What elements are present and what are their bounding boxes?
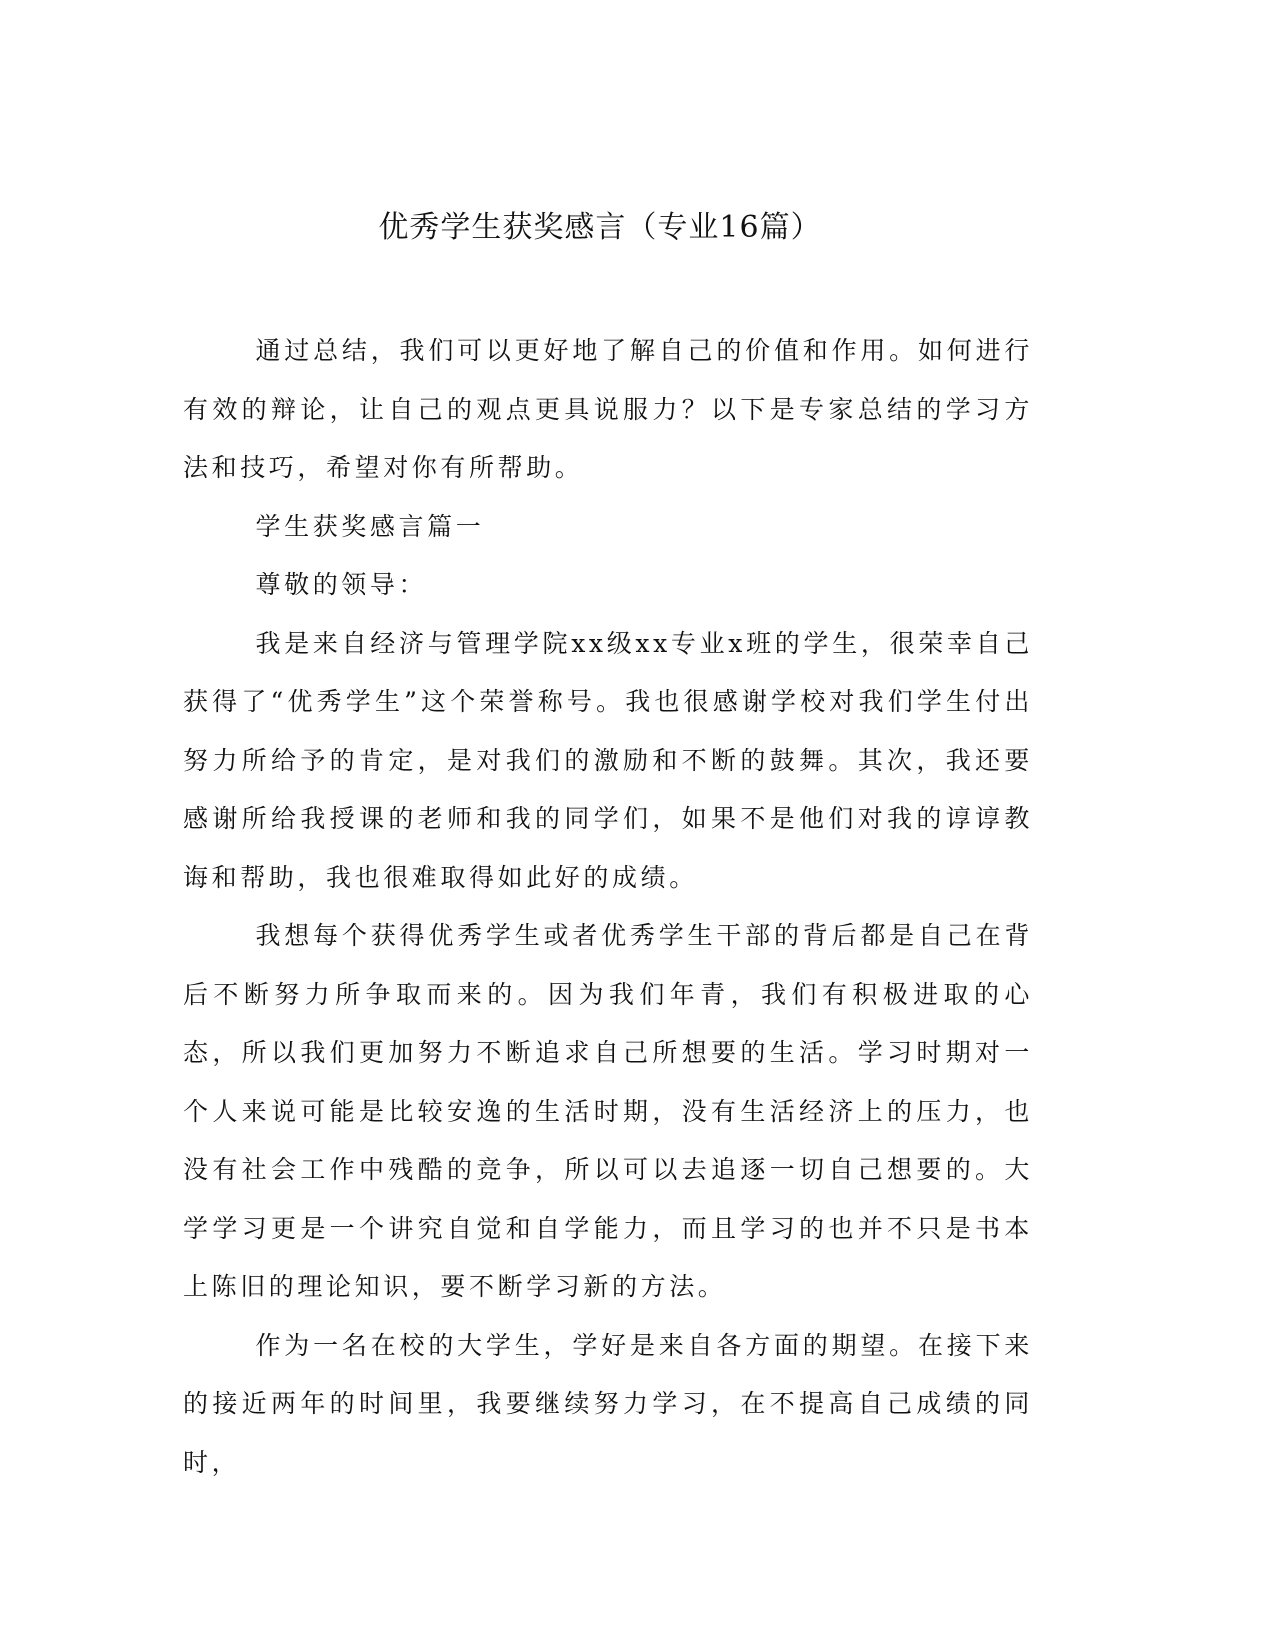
document-title: 优秀学生获奖感言（专业16篇） [378,210,822,245]
body-paragraph: 我想每个获得优秀学生或者优秀学生干部的背后都是自己在背后不断努力所争取而来的。因为我们年青，我们有积极进取的心态，所以我们更加努力不断追求自己所想要的生活。学习时期对一个人来说可能是比较安逸的生活时期，没有生活经济上的压力，也没有社会工作中残酷的竞争，所以可以去追逐一切自己想要的。大学学习更是一个讲究自觉和自学能力，而且学习的也并不只是书本上陈旧的理论知识，要不断学习新的方法。 [183,921,1033,1301]
salutation: 尊敬的领导： [255,570,428,599]
section-heading: 学生获奖感言篇一 [255,511,485,541]
body-paragraph: 作为一名在校的大学生，学好是来自各方面的期望。在接下来的接近两年的时间里，我要继续努力学习，在不提高自己成绩的同时， [183,1330,1033,1477]
intro-paragraph: 通过总结，我们可以更好地了解自己的价值和作用。如何进行有效的辩论，让自己的观点更具说服力？以下是专家总结的学习方法和技巧，希望对你有所帮助。 [183,336,1033,482]
body-paragraph: 我是来自经济与管理学院xx级xx专业x班的学生，很荣幸自己获得了“优秀学生”这个荣誉称号。我也很感谢学校对我们学生付出努力所给予的肯定，是对我们的激励和不断的鼓舞。其次，我还要感谢所给我授课的老师和我的同学们，如果不是他们对我的谆谆教诲和帮助，我也很难取得如此好的成绩。 [183,628,1033,892]
document-body [183,322,1033,1492]
